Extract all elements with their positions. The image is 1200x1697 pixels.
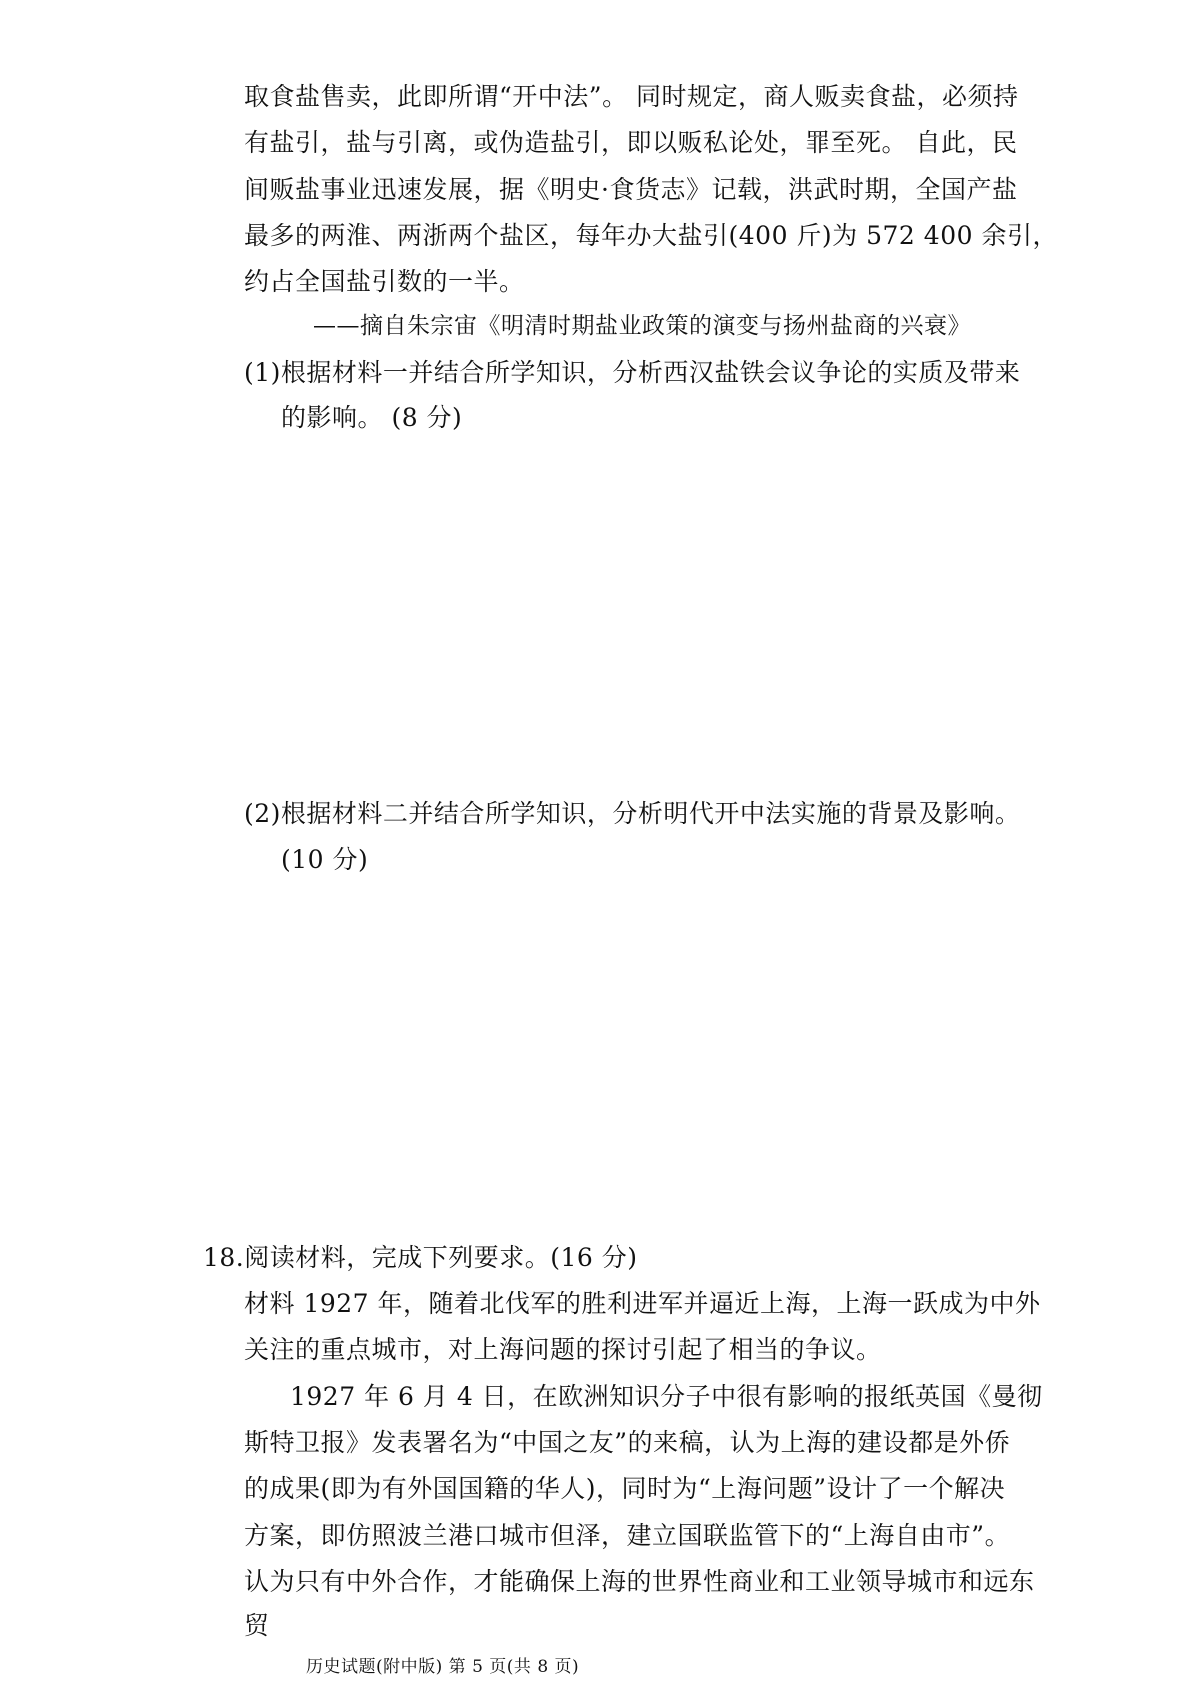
q18-heading: 18.阅读材料，完成下列要求。(16 分): [203, 1243, 638, 1272]
q18-material-line-2: 关注的重点城市，对上海问题的探讨引起了相当的争议。: [244, 1335, 882, 1364]
material2-line-5: 约占全国盐引数的一半。: [244, 267, 525, 296]
q17-part1-line-2: 的影响。 (8 分): [281, 403, 463, 432]
q18-material-line-1: 材料 1927 年，随着北伐军的胜利进军并逼近上海，上海一跃成为中外: [244, 1289, 1041, 1318]
q18-material-line-6: 方案，即仿照波兰港口城市但泽，建立国联监管下的“上海自由市”。: [244, 1521, 1011, 1550]
material2-source: ——摘自朱宗宙《明清时期盐业政策的演变与扬州盐商的兴衰》: [313, 313, 971, 339]
q18-material-line-3: 1927 年 6 月 4 日，在欧洲知识分子中很有影响的报纸英国《曼彻: [290, 1382, 1043, 1411]
q17-part2-line-1: (2)根据材料二并结合所学知识，分析明代开中法实施的背景及影响。: [244, 799, 1021, 828]
q18-material-line-7: 认为只有中外合作，才能确保上海的世界性商业和工业领导城市和远东: [244, 1567, 1035, 1596]
q18-material-line-5: 的成果(即为有外国国籍的华人)，同时为“上海问题”设计了一个解决: [244, 1474, 1006, 1503]
q18-material-line-8: 贸: [244, 1611, 270, 1640]
q18-material-line-4: 斯特卫报》发表署名为“中国之友”的来稿，认为上海的建设都是外侨: [244, 1428, 1011, 1457]
page-footer: 历史试题(附中版) 第 5 页(共 8 页): [306, 1657, 580, 1677]
material2-line-3: 间贩盐事业迅速发展，据《明史·食货志》记载，洪武时期，全国产盐: [244, 175, 1018, 204]
q17-part2-line-2: (10 分): [281, 845, 369, 874]
material2-line-4: 最多的两淮、两浙两个盐区，每年办大盐引(400 斤)为 572 400 余引，: [244, 221, 1058, 250]
q17-part1-line-1: (1)根据材料一并结合所学知识，分析西汉盐铁会议争论的实质及带来: [244, 358, 1021, 387]
material2-line-2: 有盐引，盐与引离，或伪造盐引，即以贩私论处，罪至死。 自此，民: [244, 128, 1018, 157]
material2-line-1: 取食盐售卖，此即所谓“开中法”。 同时规定，商人贩卖食盐，必须持: [244, 82, 1019, 111]
